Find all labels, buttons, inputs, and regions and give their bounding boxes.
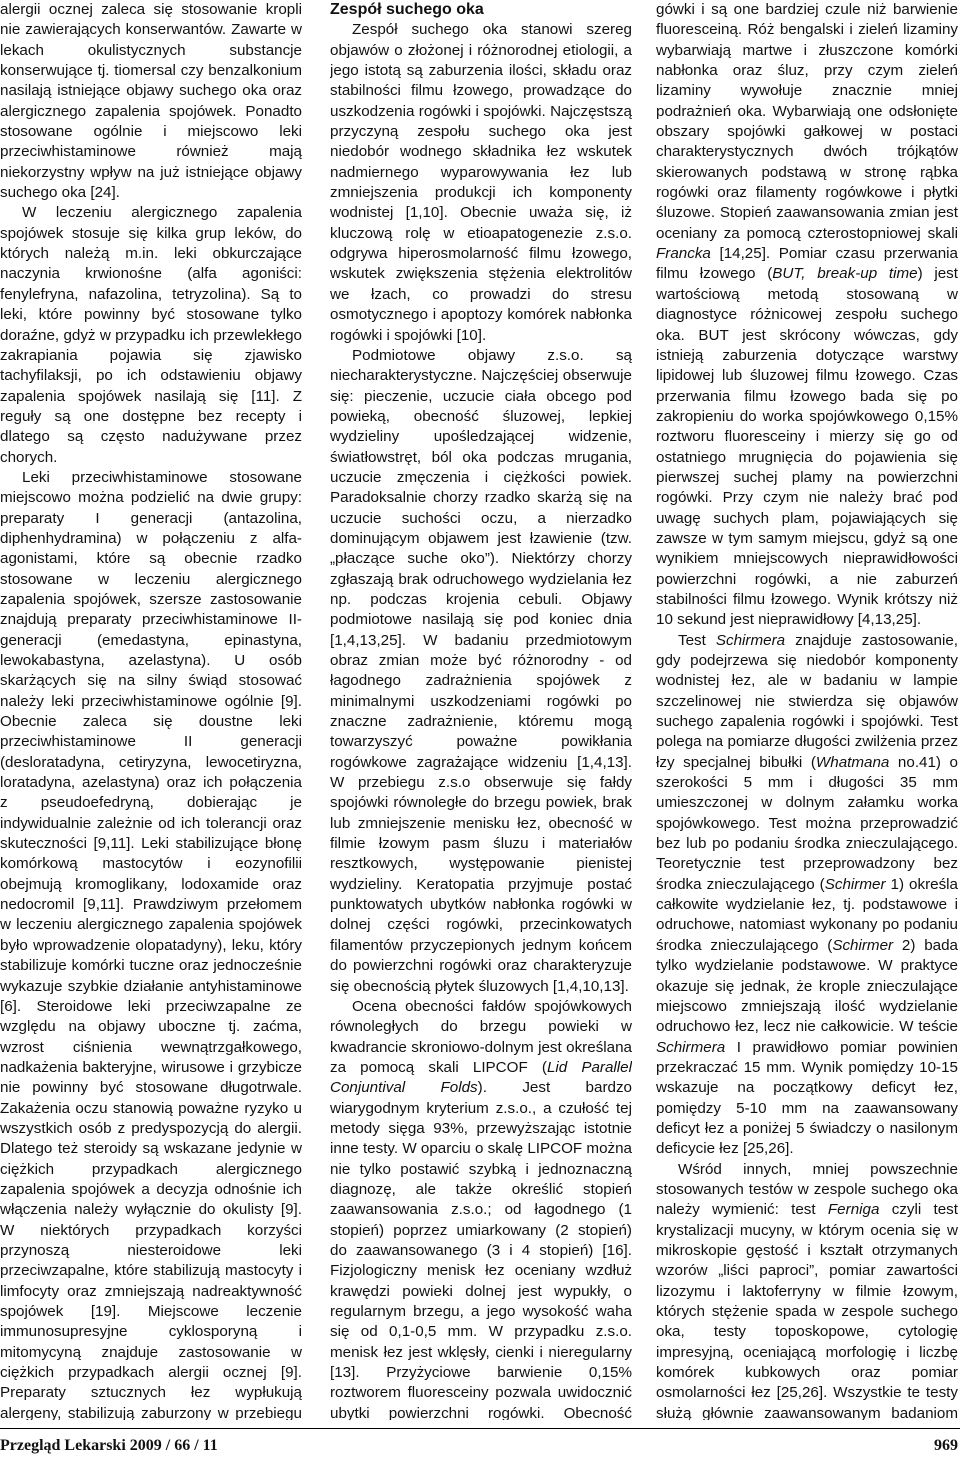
italic-term: Schirmer <box>824 875 886 893</box>
text-run: [14,25]. Pomiar czasu przerwania filmu łzowego ( <box>656 245 958 283</box>
text-run: Ocena obecności fałdów spojówkowych równoległych do brzegu powieki w kwadrancie skroniowo-dolnym jest określana za pomocą skali LIPCOF ( <box>330 997 632 1076</box>
text-run: ) jest wartościową metodą stosowaną w diagnostyce różnicowej zespołu suchego oka. BUT jest skrócony wówczas, gdy istnieją zaburzenia dotyczące warstwy lipidowej lub śluzowej filmu łzowego. Czas przerwania filmu łzowego bada się po zakropieniu do worka spojówkowego 0,15% roztworu fluoresceiny i mierzy się go od ostatniego mrugnięcia do pojawienia się pierwszej suchej plamy na powierzchni rogówki. Przy czym nie należy brać pod uwagę suchych plam, pojawiających się zawsze w tym samym miejscu, gdyż są one wynikiem mniejscowych nieprawidłowości powierzchni rogówki, a nie zaburzeń stabilności filmu łzowego. Wynik krótszy niż 10 sekund jest nieprawidłowy [4,13,25]. <box>656 265 958 629</box>
text-run: ). Jest bardzo wiarygodnym kryterium z.s.o., a czułość tej metody sięga 93%, przewyższając istotnie inne testy. W oparciu o skalę LIPCOF można nie tylko postawić szybką i jednoznaczną diagnozę, ale także określić stopień zaawansowania z.s.o.; od łagodnego (1 stopień) poprzez umiarkowany (2 stopień) do zaawansowanego (3 i 4 stopień) [16]. Fizjologiczny menisk łez oceniany wzdłuż krawędzi powieki dolnej jest wypukły, o regularnym brzegu, a jego wysokość waha się od 0,1-0,5 mm. W przypadku z.s.o. menisk łez jest wklęsły, cienki i nieregularny [13]. Przyżyciowe barwienie 0,15% roztworem fluoresceiny pozwala uwidocznić ubytki powierzchni rogówki. Obecność <box>330 1079 632 1420</box>
text-column-3 <box>656 0 958 1420</box>
text-run: I prawidłowo pomiar powinien przekraczać 15 mm. Wynik pomiędzy 10-15 wskazuje na początkowy deficyt łez, pomiędzy 5-10 mm na zaawansowany deficyt łez a poniżej 5 świadczy o nasilonym deficycie łez [25,26]. <box>656 1038 958 1158</box>
paragraph <box>656 631 958 1160</box>
paragraph <box>656 0 958 631</box>
italic-term: Schirmer <box>832 936 894 954</box>
text-run: znajduje zastosowanie, gdy podejrzewa się niedobór komponenty wodnistej łez, ale w badaniu w lampie szczelinowej nie stwierdza się objawów suchego zapalenia rogówki i spojówki. Test polega na pomiarze długości zwilżenia przez łzy specjalnej bibułki ( <box>656 631 958 771</box>
text-run: Wśród innych, mniej powszechnie stosowanych testów w zespole suchego oka należy wymienić: test <box>656 1160 958 1219</box>
journal-citation: Przegląd Lekarski 2009 / 66 / 11 <box>0 1437 218 1454</box>
paragraph <box>330 997 632 1420</box>
page-footer <box>0 1428 960 1459</box>
text-column-2 <box>330 0 632 1420</box>
text-column-1 <box>0 0 302 1420</box>
page-number: 969 <box>934 1437 958 1454</box>
paragraph: Zespół suchego oka stanowi szereg objawów o złożonej i różnorodnej etiologii, a jego istotą są zaburzenia ilości, składu oraz stabilności filmu łzowego, prowadzące do uszkodzenia rogówki i spojówki. Najczęstszą przyczyną zespołu suchego oka jest niedobór wodnego składnika łez wskutek nadmiernego wyparowywania łez lub zmniejszenia produkcji ich komponenty wodnistej [1,10]. Obecnie uważa się, iż kluczową rolę w etioapatogenezie z.s.o. odgrywa hiperosmolarność filmu łzowego, wskutek zwiększenia stężenia elektrolitów we łzach, co prowadzi do stresu osmotycznego i apoptozy komórek nabłonka rogówki i spojówki [10]. <box>330 21 632 344</box>
paragraph: Leki przeciwhistaminowe stosowane miejscowo można podzielić na dwie grupy: preparaty I generacji (antazolina, diphenhydramina) w połączeniu z alfa-agonistami, które są obecnie rzadko stosowane w leczeniu alergicznego zapalenia spojówek, szersze zastosowanie znajdują preparaty przeciwhistaminowe II-generacji (emedastyna, epinastyna, lewokabastyna, azelastyna). U osób skarżących się na silny świąd stosować należy leki przeciwhistaminowe ogólnie [9]. Obecnie zaleca się doustne leki przeciwhistaminowe II generacji (desloratadyna, cetiryzyna, lewocetiryzna, loratadyna, azelastyna) oraz ich połączenia z pseudoefedryną, dobierając je indywidualnie zależnie od ich tolerancji oraz skuteczności [9,11]. Leki stabilizujące błonę komórkową mastocytów i eozynofilii obejmują kromoglikany, lodoxamide oraz nedocromil [9,11]. Prawdziwym przełomem w leczeniu alergicznego zapalenia spojówek było wprowadzenie olopatadyny), leku, który stabilizuje komórki tuczne oraz jednocześnie wykazuje szybkie działanie antyhistaminowe [6]. Steroidowe leki przeciwzapalne ze względu na objawy uboczne tj. zaćma, wzrost ciśnienia wewnątrzgałkowego, nadkażenia bakteryjne, wirusowe i grzybicze nie powinny być stosowane długotrwale. Zakażenia oczu stanowią poważne ryzyko u wszystkich osób z predyspozycją do alergii. Dlatego też steroidy są wskazane jedynie w ciężkich przypadkach alergicznego zapalenia spojówek a decyzja odnośnie ich włączenia należy wyłącznie do okulisty [9]. W niektórych przypadkach korzyści przynoszą niesteroidowe leki przeciwzapalne, które stabilizują mastocyty i limfocyty oraz zmniejszają nadreaktywność spojówek [19]. Miejscowe leczenie immunosupresyjne cyklosporyną i mitomycyną znajduje zastosowanie w ciężkich przypadkach alergii ocznej [9]. Preparaty sztucznych łez wypłukują alergeny, stabilizują zaburzony w przebiegu <box>0 468 302 1420</box>
section-heading: Zespół suchego oka <box>330 1 484 18</box>
italic-term: Schirmera <box>715 631 786 649</box>
italic-term: Whatmana <box>815 753 890 771</box>
italic-term: Francka <box>656 245 711 263</box>
text-run: 2) bada tylko wydzielanie podstawowe. W praktyce okazuje się jednak, że krople znieczulające miejscowo zmniejszają ilość wydzielanie odruchowo łez, lecz nie całkowicie. W teście <box>656 936 958 1036</box>
text-run: czyli test krystalizacji mucyny, w którym ocenia się w mikroskopie gęstość i kształt otrzymanych wzorów „liści paproci”, pomiar zawartości lizozymu i laktoferryny w filmie łzowym, których stężenie spada w zespole suchego oka, testy toposkopowe, cytologię impresyjną, oceniającą morfologię i liczbę komórek kubkowych oraz pomiar osmolarności łez [25,26]. Wszystkie te testy służą głównie zaawansowanym badaniom <box>656 1201 958 1420</box>
text-run: no.41) o szerokości 5 mm i długości 35 mm umieszczonej w dolnym załamku worka spojówkowego. Test można przeprowadzić bez lub po podaniu środka znieczulającego. Teoretycznie test przeprowadzony bez środka znieczulającego ( <box>656 753 958 893</box>
paragraph: W leczeniu alergicznego zapalenia spojówek stosuje się kilka grup leków, do których należą m.in. leki obkurczające naczynia krwionośne (alfa agoniści: fenylefryna, nafazolina, tetryzolina). Są to leki, które powinny być stosowane tylko doraźne, gdyż w przypadku ich przewlekłego zakrapiania pojawia się zjawisko tachyfilaksji, po ich odstawieniu objawy zapalenia spojówek nasilają się [11]. Z reguły są one dostępne bez recepty i dlatego są często nadużywane przez chorych. <box>0 204 302 466</box>
italic-term: Lid Parallel Conjuntival Folds <box>330 1058 632 1097</box>
text-run: gówki i są one bardziej czule niż barwienie fluoresceiną. Róż bengalski i zieleń lizaminy wybarwiają martwe i złuszczone komórki nabłonka oraz śluz, przy czym zieleń lizaminy wywołuje znacznie mniej podrażnień oka. Wybarwiają one odsłonięte obszary spojówki gałkowej w postaci charakterystycznych dwóch trójkątów skierowanych podstawą w stronę rąbka rogówki oraz filamenty rogówkowe i płytki śluzowe. Stopień zaawansowania zmian jest oceniany za pomocą czterostopniowej skali <box>656 1 958 242</box>
italic-term: Schirmera <box>656 1038 726 1056</box>
paragraph: alergii ocznej zaleca się stosowanie kropli nie zawierających konserwantów. Zawarte w lekach okulistycznych substancje konserwujące tj. tiomersal czy benzalkonium nasilają istniejące objawy suchego oka oraz alergicznego zapalenia spojówek. Ponadto stosowane ogólnie i miejscowo leki przeciwhistaminowe również mają niekorzystny wpływ na już istniejące objawy suchego oka [24]. <box>0 1 302 202</box>
paragraph: Podmiotowe objawy z.s.o. są niecharakterystyczne. Najczęściej obserwuje się: pieczenie, uczucie ciała obcego pod powieką, obecność śluzowej, lepkiej wydzieliny upośledzającej widzenie, światłowstręt, ból oka podczas mrugania, uczucie zmęczenia i ciężkości powiek. Paradoksalnie chorzy rzadko skarżą się na uczucie suchości oczu, a nierzadko dominującym objawem jest łzawienie (tzw. „płaczące suche oko”). Niektórzy chorzy zgłaszają brak odruchowego wydzielania łez np. podczas krojenia cebuli. Objawy podmiotowe nasilają się pod koniec dnia [1,4,13,25]. W badaniu przedmiotowym obraz zmian może być różnorodny - od łagodnego zadrażnienia spojówek z minimalnymi uszkodzeniami rogówki po znaczne zadrażnienie, któremu mogą towarzyszyć poważne powikłania rogówkowe zagrażające widzeniu [1,4,13]. W przebiegu z.s.o obserwuje się fałdy spojówki równoległe do brzegu powiek, brak lub zmniejszenie menisku łez, obecność w filmie łzowym pasm śluzu i materiałów resztkowych, występowanie pienistej wydzieliny. Keratopatia przyjmuje postać punktowatych ubytków nabłonka rogówki w dolnej części rogówki, przecinkowatych filamentów przyczepionych jednym końcem do powierzchni rogówki oraz charakteryzuje się obecnością płytek śluzowych [1,4,10,13]. <box>330 346 632 995</box>
text-run: 1) określa całkowite wydzielanie łez, tj. podstawowe i odruchowe, natomiast wykonany po podaniu środka znieczulającego ( <box>656 875 958 954</box>
italic-term: Ferniga <box>827 1201 880 1219</box>
italic-term: BUT, break-up time <box>772 265 918 283</box>
text-run: Test <box>678 631 716 649</box>
paragraph <box>656 1160 958 1420</box>
